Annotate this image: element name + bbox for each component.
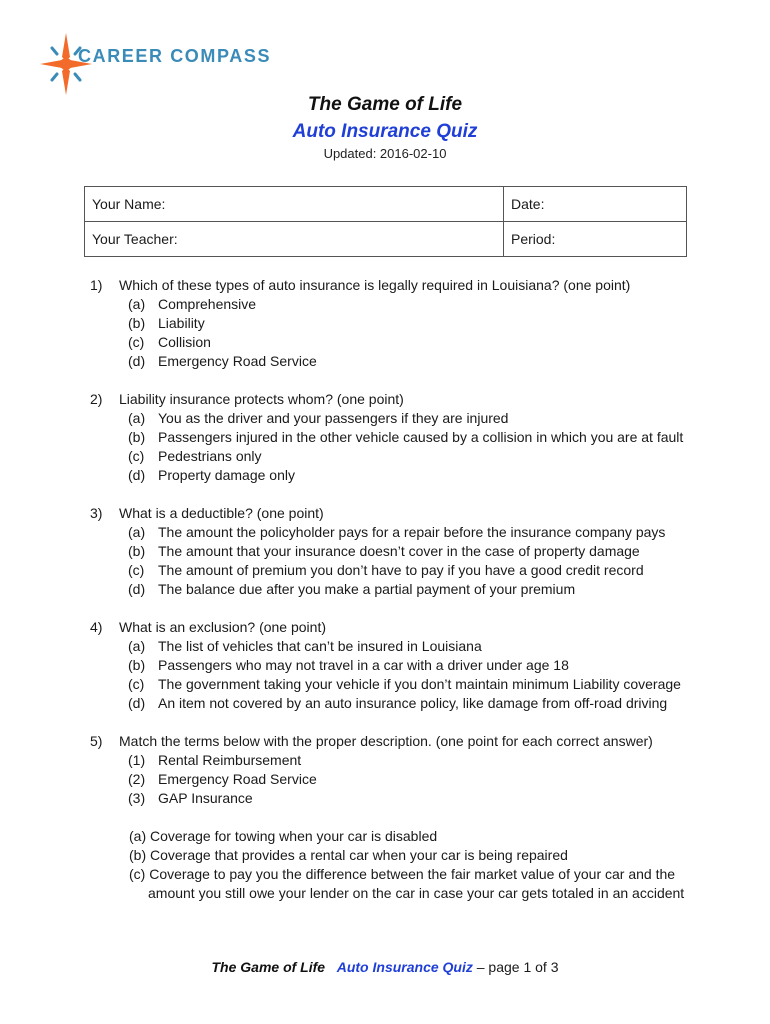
answer-option[interactable]: (c) Pedestrians only [128, 448, 262, 464]
page-title: The Game of Life [307, 94, 463, 115]
question-text: Which of these types of auto insurance is legally required in Louisiana? (one point) [119, 277, 631, 293]
question-2 [90, 390, 710, 485]
question-number: 5) [90, 733, 103, 749]
question-text: What is a deductible? (one point) [119, 505, 324, 521]
page-footer [0, 959, 770, 975]
page-number: – page 1 of 3 [472, 959, 559, 975]
question-number: 3) [90, 505, 103, 521]
match-description: (a) Coverage for towing when your car is disabled [129, 828, 438, 844]
answer-option[interactable]: (c) Collision [128, 334, 211, 350]
answer-option[interactable]: (d) Property damage only [128, 467, 295, 483]
question-3 [90, 504, 710, 599]
question-number: 4) [90, 619, 103, 635]
match-description: (b) Coverage that provides a rental car when your car is being repaired [129, 847, 568, 863]
period-field[interactable]: Period: [504, 222, 687, 257]
footer-subtitle: Auto Insurance Quiz [336, 959, 473, 975]
match-description: (c) Coverage to pay you the difference between the fair market value of your car and the [129, 866, 676, 882]
answer-option[interactable]: (d) Emergency Road Service [128, 353, 317, 369]
question-1 [90, 276, 710, 371]
answer-option[interactable]: (a) The list of vehicles that can’t be insured in Louisiana [128, 638, 482, 654]
match-term: (2) Emergency Road Service [128, 771, 317, 787]
question-number: 2) [90, 391, 103, 407]
answer-option[interactable]: (a) The amount the policyholder pays for a repair before the insurance company pays [128, 524, 666, 540]
date-field[interactable]: Date: [504, 187, 687, 222]
answer-option[interactable]: (c) The amount of premium you don’t have to pay if you have a good credit record [128, 562, 644, 578]
answer-option[interactable]: (d) The balance due after you make a partial payment of your premium [128, 581, 576, 597]
answer-option[interactable]: (a) You as the driver and your passengers if they are injured [128, 410, 509, 426]
question-text: What is an exclusion? (one point) [119, 619, 326, 635]
question-5 [90, 732, 710, 903]
answer-option[interactable]: (d) An item not covered by an auto insurance policy, like damage from off-road driving [128, 695, 668, 711]
logo-text: CAREER COMPASS [78, 46, 272, 66]
question-text: Liability insurance protects whom? (one point) [119, 391, 404, 407]
answer-option[interactable]: (b) Liability [128, 315, 205, 331]
page-subtitle: Auto Insurance Quiz [292, 121, 478, 142]
match-term: (1) Rental Reimbursement [128, 752, 302, 768]
answer-option[interactable]: (c) The government taking your vehicle if you don’t maintain minimum Liability coverage [128, 676, 681, 692]
question-number: 1) [90, 277, 103, 293]
match-description-continued: amount you still owe your lender on the car in case your car gets totaled in an accident [148, 885, 685, 901]
student-info-table [84, 186, 687, 257]
answer-option[interactable]: (b) Passengers who may not travel in a car with a driver under age 18 [128, 657, 569, 673]
answer-option[interactable]: (a) Comprehensive [128, 296, 257, 312]
footer-title: The Game of Life [211, 959, 326, 975]
quiz-questions [90, 276, 710, 922]
answer-option[interactable]: (b) Passengers injured in the other vehicle caused by a collision in which you are at fault [128, 429, 684, 445]
question-text: Match the terms below with the proper description. (one point for each correct answer) [119, 733, 653, 749]
question-4 [90, 618, 710, 713]
teacher-field[interactable]: Your Teacher: [85, 222, 504, 257]
updated-date: Updated: 2016-02-10 [323, 146, 447, 161]
name-field[interactable]: Your Name: [85, 187, 504, 222]
answer-option[interactable]: (b) The amount that your insurance doesn’t cover in the case of property damage [128, 543, 640, 559]
match-term: (3) GAP Insurance [128, 790, 253, 806]
